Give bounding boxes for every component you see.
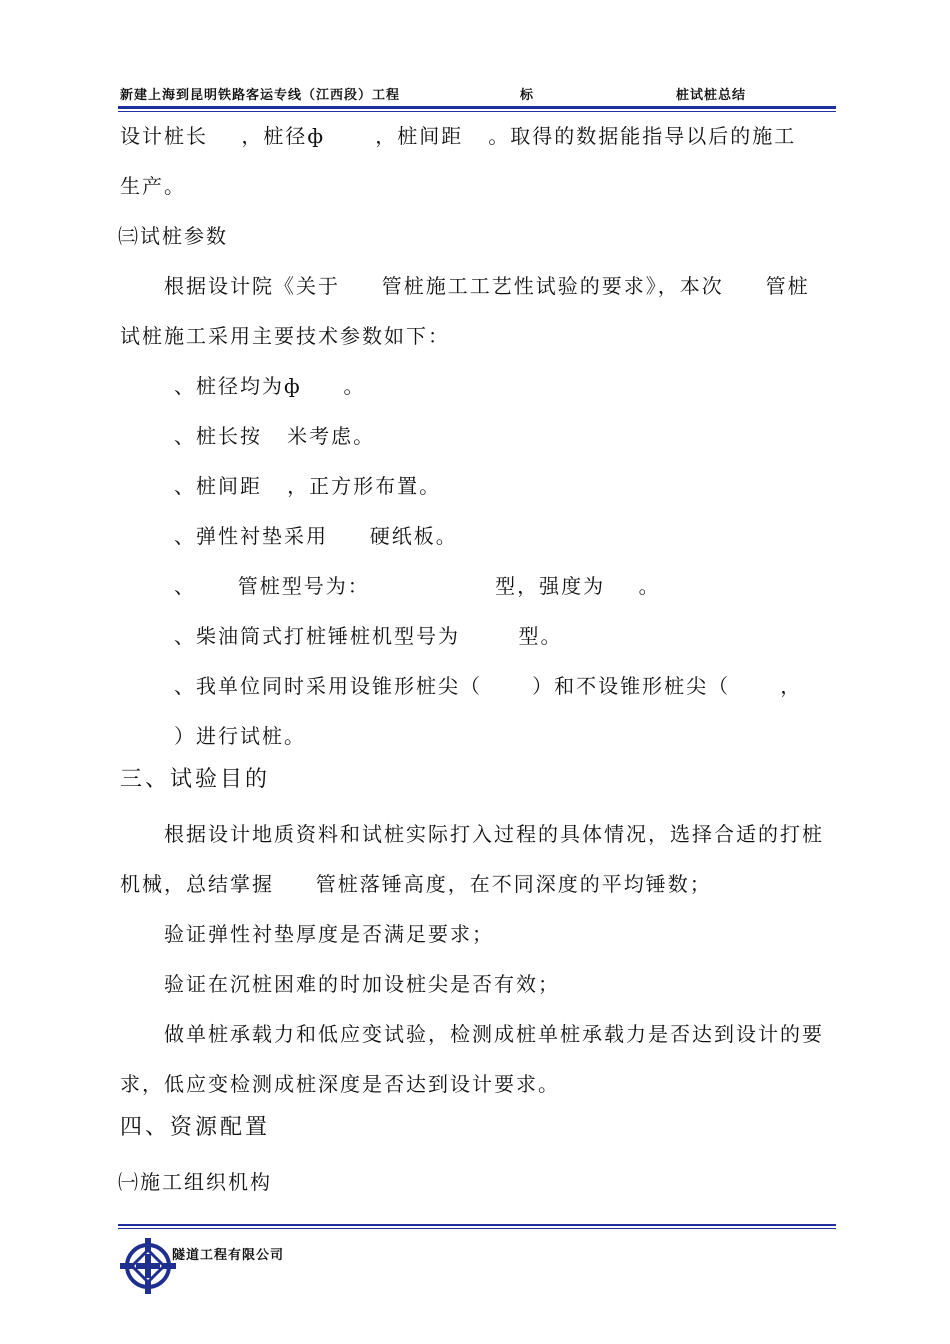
footer-rule: [118, 1224, 836, 1226]
subsection-heading: ㈠施工组织机构: [118, 1170, 272, 1194]
footer-company-name: 隧道工程有限公司: [172, 1248, 285, 1263]
header-rule-thin: [118, 111, 836, 112]
section-heading: 三、试验目的: [120, 767, 271, 792]
list-item-continuation: ）进行试桩。: [174, 724, 306, 748]
list-item: 、我单位同时采用设锥形桩尖（ ）和不设锥形桩尖（ ，: [174, 674, 803, 698]
list-item: 、柴油筒式打桩锤桩机型号为 型。: [174, 624, 563, 648]
subsection-heading: ㈢试桩参数: [118, 224, 228, 248]
section-heading: 四、资源配置: [120, 1115, 271, 1140]
page-header: [118, 84, 836, 106]
company-logo-icon: [118, 1236, 178, 1296]
paragraph-line: 验证在沉桩困难的时加设桩尖是否有效；: [164, 972, 560, 996]
paragraph-line: 求，低应变检测成桩深度是否达到设计要求。: [120, 1072, 560, 1096]
list-item: 、 管桩型号为： 型，强度为 。: [174, 574, 661, 598]
paragraph-line: 生产。: [120, 174, 186, 198]
list-item: 、桩径均为ф 。: [174, 374, 366, 398]
paragraph-line: 试桩施工采用主要技术参数如下：: [120, 324, 450, 348]
list-item: 、桩长按 米考虑。: [174, 424, 376, 448]
header-rule: [118, 106, 836, 109]
paragraph-line: 根据设计院《关于 管桩施工工艺性试验的要求》，本次 管桩: [164, 274, 810, 298]
header-project: 新建上海到昆明铁路客运专线（江西段）工程: [120, 88, 401, 103]
footer-rule-thin: [118, 1228, 836, 1229]
paragraph-line: 设计桩长 ，桩径ф ，桩间距 。取得的数据能指导以后的施工: [120, 124, 797, 148]
header-doc-title: 桩试桩总结: [676, 88, 747, 103]
paragraph-line: 机械，总结掌握 管桩落锤高度，在不同深度的平均锤数；: [120, 872, 712, 896]
list-item: 、弹性衬垫采用 硬纸板。: [174, 524, 458, 548]
paragraph-line: 做单桩承载力和低应变试验，检测成桩单桩承载力是否达到设计的要: [164, 1022, 824, 1046]
header-section: 标: [520, 88, 535, 103]
paragraph-line: 根据设计地质资料和试桩实际打入过程的具体情况，选择合适的打桩: [164, 822, 824, 846]
paragraph-line: 验证弹性衬垫厚度是否满足要求；: [164, 922, 494, 946]
list-item: 、桩间距 ，正方形布置。: [174, 474, 442, 498]
